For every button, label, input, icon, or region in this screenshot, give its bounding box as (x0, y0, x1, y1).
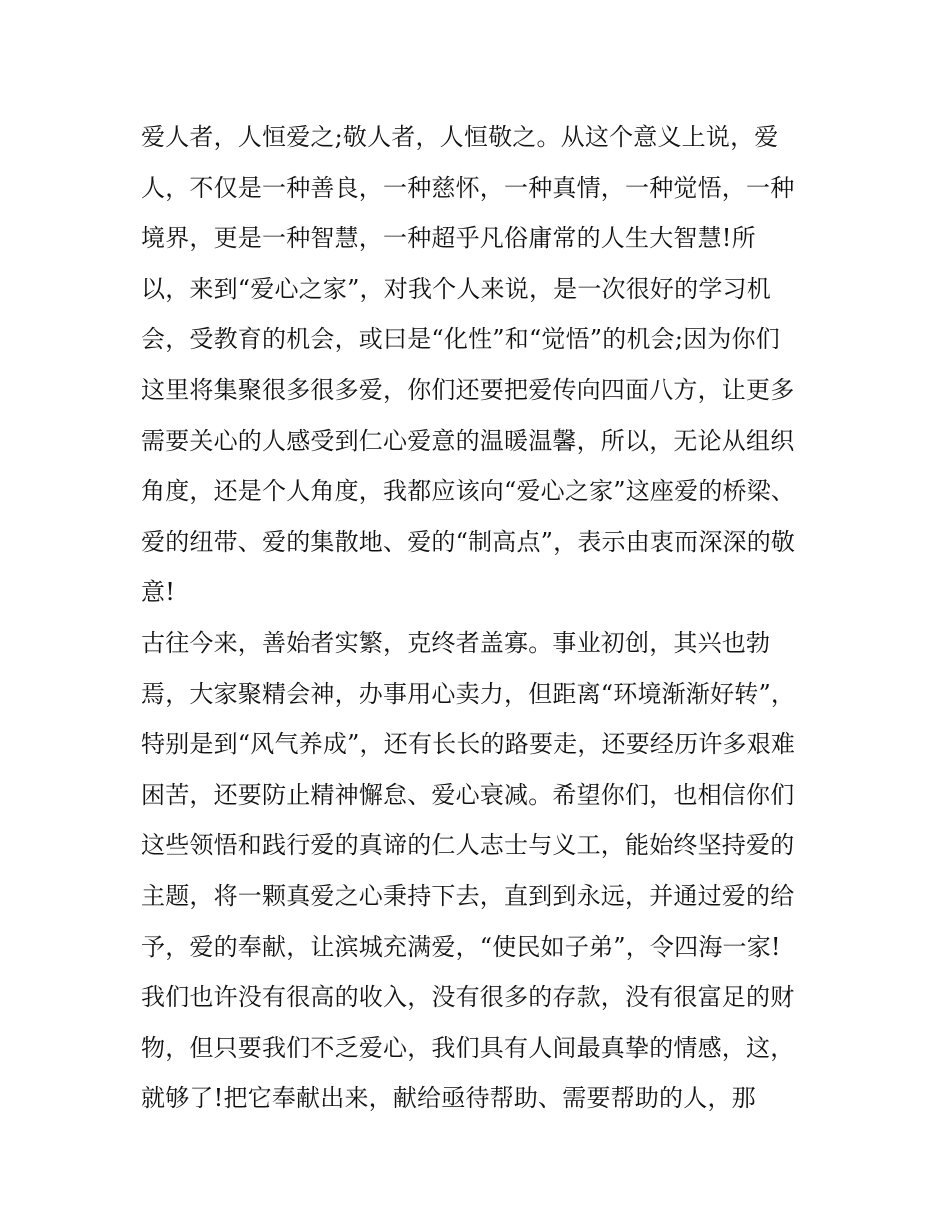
text-line: 以，来到“爱心之家”，对我个人来说，是一次很好的学习机 (141, 274, 771, 303)
text-line: 这里将集聚很多很多爱，你们还要把爱传向四面八方，让更多 (141, 375, 795, 404)
text-line: 古往今来，善始者实繁，克终者盖寡。事业初创，其兴也勃 (141, 628, 771, 657)
text-line: 爱的纽带、爱的集散地、爱的“制高点”，表示由衷而深深的敬 (141, 527, 796, 556)
text-line: 主题，将一颗真爱之心秉持下去，直到到永远，并通过爱的给 (141, 881, 795, 910)
text-line: 这些领悟和践行爱的真谛的仁人志士与义工，能始终坚持爱的 (141, 831, 795, 860)
text-line: 需要关心的人感受到仁心爱意的温暖温馨，所以，无论从组织 (141, 426, 795, 455)
text-line: 予，爱的奉献，让滨城充满爱，“使民如子弟”，令四海一家! (141, 932, 781, 961)
text-line: 我们也许没有很高的收入，没有很多的存款，没有很富足的财 (141, 983, 795, 1012)
text-line: 焉，大家聚精会神，办事用心卖力，但距离“环境渐渐好转”， (141, 679, 796, 708)
text-line: 困苦，还要防止精神懈怠、爱心衰减。希望你们，也相信你们 (141, 780, 795, 809)
text-line: 人，不仅是一种善良，一种慈怀，一种真情，一种觉悟，一种 (141, 173, 795, 202)
body-text (141, 112, 821, 1124)
text-line: 会，受教育的机会，或曰是“化性”和“觉悟”的机会;因为你们 (141, 325, 780, 354)
text-line: 角度，还是个人角度，我都应该向“爱心之家”这座爱的桥梁、 (141, 477, 796, 506)
text-line: 物，但只要我们不乏爱心，我们具有人间最真挚的情感，这， (141, 1033, 795, 1062)
text-line: 意! (141, 578, 176, 607)
text-line: 特别是到“风气养成”，还有长长的路要走，还要经历许多艰难 (141, 730, 796, 759)
text-line: 爱人者，人恒爱之;敬人者，人恒敬之。从这个意义上说，爱 (141, 123, 779, 151)
text-line: 境界，更是一种智慧，一种超乎凡俗庸常的人生大智慧!所 (141, 224, 756, 253)
text-line: 就够了!把它奉献出来，献给亟待帮助、需要帮助的人，那 (141, 1084, 756, 1113)
